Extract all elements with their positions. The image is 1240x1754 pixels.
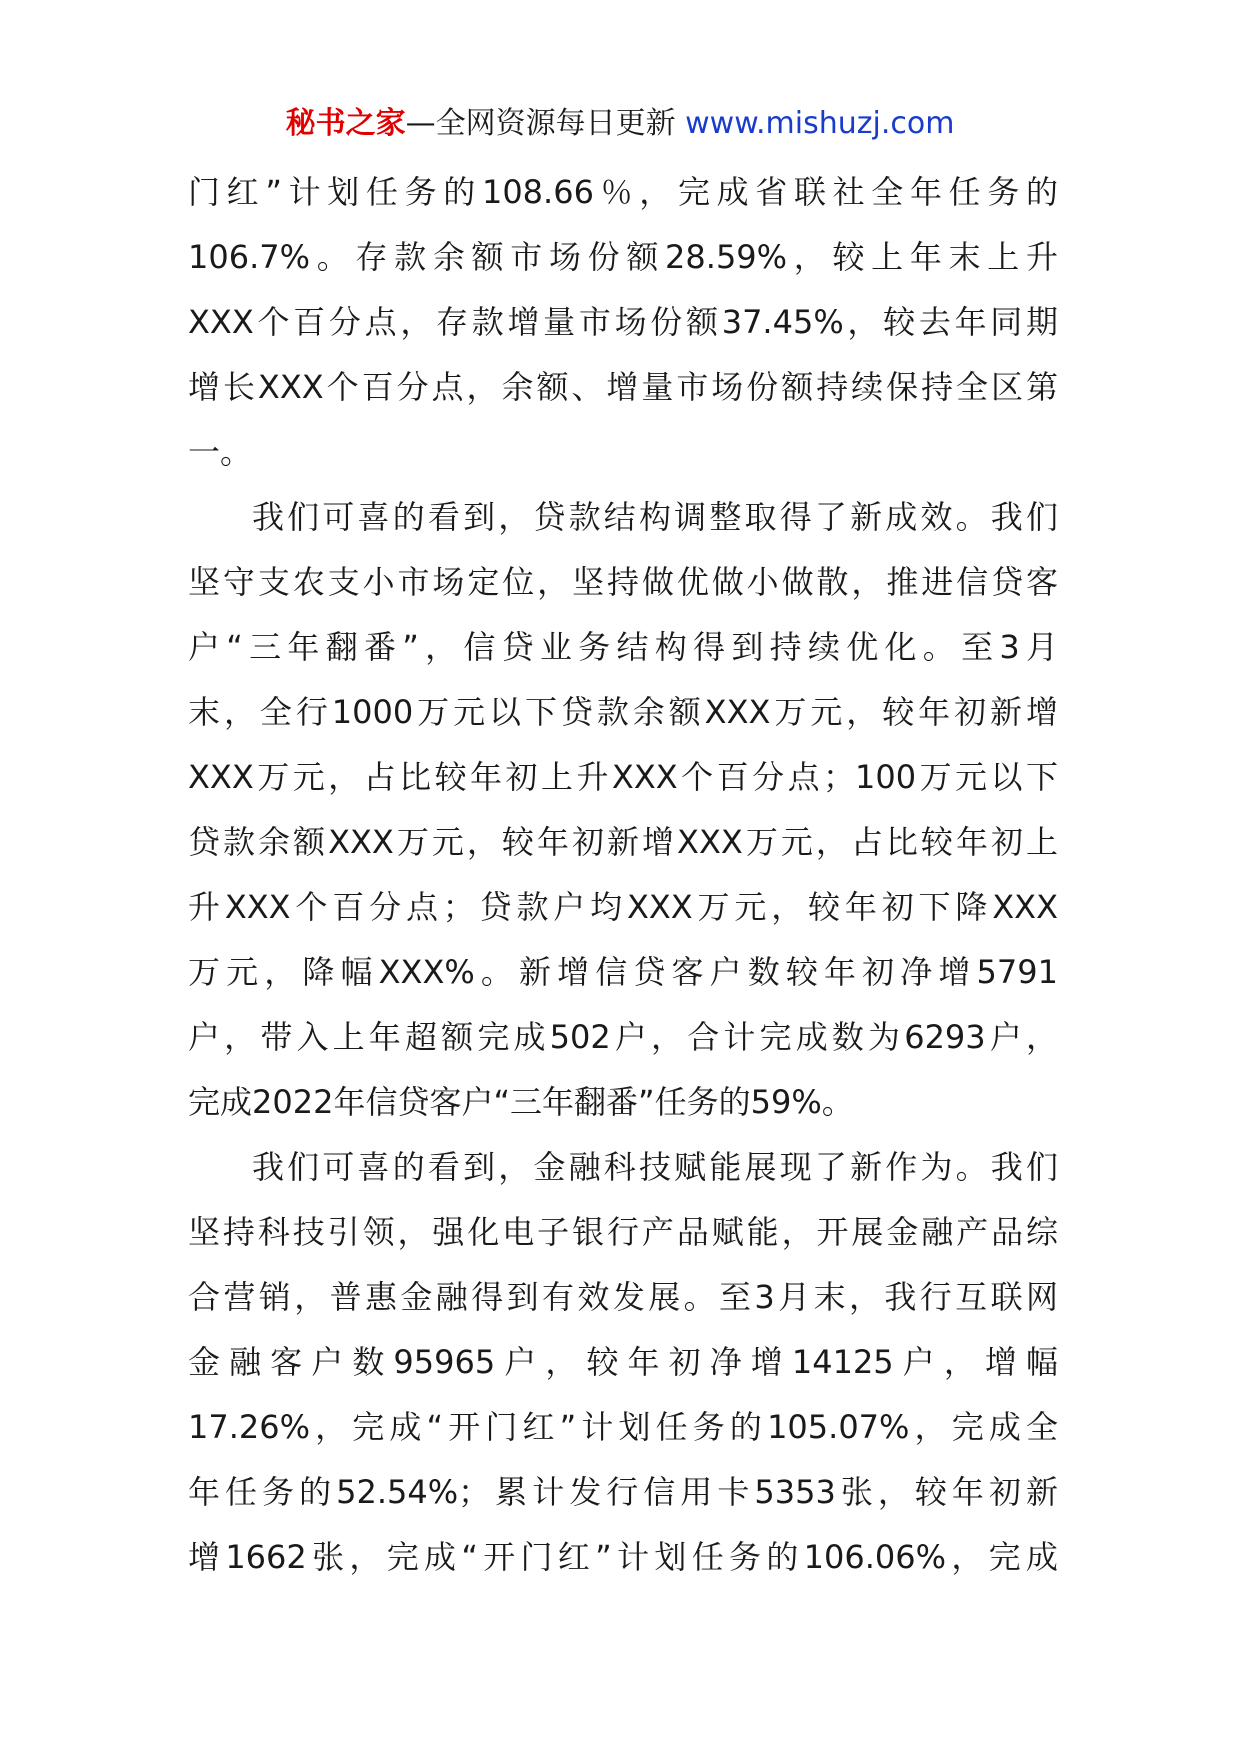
text-line: XXX个百分点，存款增量市场份额37.45%，较去年同期 <box>188 303 1058 341</box>
text-line: 我们可喜的看到，贷款结构调整取得了新成效。我们 <box>252 498 1058 536</box>
text-line: 坚持科技引领，强化电子银行产品赋能，开展金融产品综 <box>188 1213 1058 1251</box>
document-body <box>188 160 1058 1590</box>
text-line: 末，全行1000万元以下贷款余额XXX万元，较年初新增 <box>188 693 1058 731</box>
paragraph-1 <box>188 160 1058 485</box>
text-line: 金融客户数95965户，较年初净增14125户，增幅 <box>188 1343 1058 1381</box>
text-line: 我们可喜的看到，金融科技赋能展现了新作为。我们 <box>252 1148 1058 1186</box>
text-line: 年任务的52.54%；累计发行信用卡5353张，较年初新 <box>188 1473 1058 1511</box>
text-line: 一。 <box>188 433 253 471</box>
text-line: 户，带入上年超额完成502户，合计完成数为6293户， <box>188 1018 1058 1056</box>
text-line: 17.26%，完成“开门红”计划任务的105.07%，完成全 <box>188 1408 1058 1446</box>
text-line: 贷款余额XXX万元，较年初新增XXX万元，占比较年初上 <box>188 823 1058 861</box>
paragraph-3 <box>188 1135 1058 1590</box>
text-line: 门红”计划任务的108.66％，完成省联社全年任务的 <box>188 173 1058 211</box>
website-link[interactable]: www.mishuzj.com <box>685 106 955 141</box>
brand-name: 秘书之家 <box>285 106 406 141</box>
text-line: 合营销，普惠金融得到有效发展。至3月末，我行互联网 <box>188 1278 1058 1316</box>
text-line: 升XXX个百分点；贷款户均XXX万元，较年初下降XXX <box>188 888 1058 926</box>
header-tagline: —全网资源每日更新 <box>405 106 676 141</box>
text-line: XXX万元，占比较年初上升XXX个百分点；100万元以下 <box>188 758 1058 796</box>
text-line: 增1662张，完成“开门红”计划任务的106.06%，完成 <box>188 1538 1058 1576</box>
paragraph-2 <box>188 485 1058 1135</box>
text-line: 增长XXX个百分点，余额、增量市场份额持续保持全区第 <box>188 368 1058 406</box>
text-line: 坚守支农支小市场定位，坚持做优做小做散，推进信贷客 <box>188 563 1058 601</box>
text-line: 完成2022年信贷客户“三年翻番”任务的59%。 <box>188 1083 854 1121</box>
text-line: 万元，降幅XXX%。新增信贷客户数较年初净增5791 <box>188 953 1058 991</box>
text-line: 106.7%。存款余额市场份额28.59%，较上年末上升 <box>188 238 1058 276</box>
page-header <box>0 104 1240 144</box>
text-line: 户“三年翻番”，信贷业务结构得到持续优化。至3月 <box>188 628 1058 666</box>
